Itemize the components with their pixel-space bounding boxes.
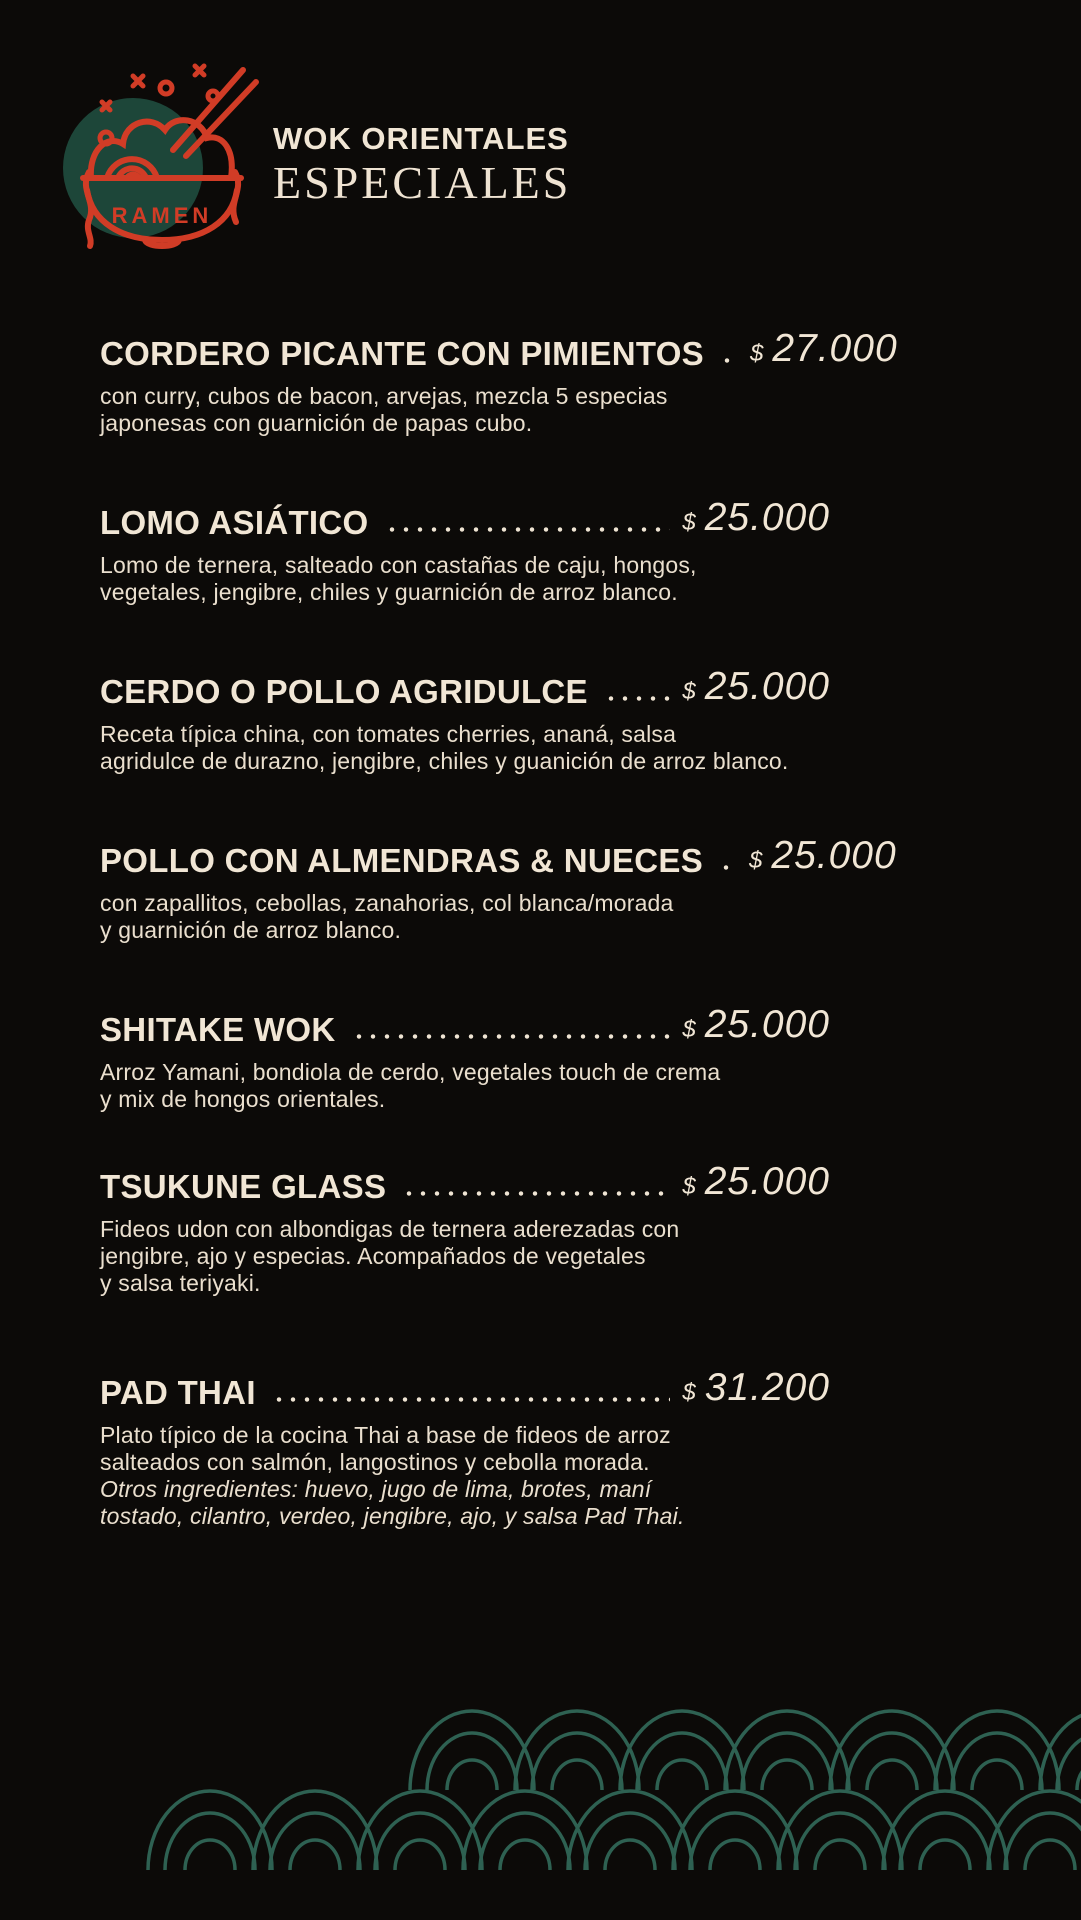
item-name: TSUKUNE GLASS <box>100 1168 387 1205</box>
item-price <box>682 496 830 542</box>
item-description-line: y mix de hongos orientales. <box>100 1086 386 1112</box>
menu-item-lomo <box>100 496 830 606</box>
currency-symbol: $ <box>682 678 696 705</box>
item-price <box>682 665 830 711</box>
menu-item-cerdo <box>100 665 830 775</box>
currency-symbol: $ <box>682 509 696 536</box>
wave-pattern-decoration <box>0 1640 1081 1920</box>
price-amount: 25.000 <box>704 665 830 708</box>
ramen-bowl-logo <box>45 50 275 250</box>
item-title-row <box>100 1366 830 1412</box>
menu-item-cordero <box>100 327 898 437</box>
currency-symbol: $ <box>682 1379 696 1406</box>
page-title: ESPECIALES <box>273 157 572 208</box>
item-description-line: salteados con salmón, langostinos y cebolla morada. <box>100 1449 650 1475</box>
dotted-leader <box>720 358 738 363</box>
currency-symbol: $ <box>749 847 763 874</box>
item-description-line: con curry, cubos de bacon, arvejas, mezcla 5 especias <box>100 383 668 409</box>
item-description-line: vegetales, jengibre, chiles y guarnición de arroz blanco. <box>100 579 678 605</box>
item-description-line: Plato típico de la cocina Thai a base de fideos de arroz <box>100 1422 671 1448</box>
item-description-line: jengibre, ajo y especias. Acompañados de vegetales <box>100 1243 646 1269</box>
section-kicker: WOK ORIENTALES <box>273 121 569 156</box>
item-name: CORDERO PICANTE CON PIMIENTOS <box>100 335 704 372</box>
price-amount: 27.000 <box>772 327 898 370</box>
item-name: SHITAKE WOK <box>100 1011 336 1048</box>
item-price <box>682 1366 830 1412</box>
item-title-row <box>100 834 897 880</box>
item-title-row <box>100 1003 830 1049</box>
item-description-line: Receta típica china, con tomates cherries, ananá, salsa <box>100 721 677 747</box>
dotted-leader <box>402 1191 670 1196</box>
price-amount: 25.000 <box>704 496 830 539</box>
price-amount: 25.000 <box>704 1003 830 1046</box>
item-description-line: y guarnición de arroz blanco. <box>100 917 402 943</box>
item-title-row <box>100 1160 830 1206</box>
item-description-line: agridulce de durazno, jengibre, chiles y guanición de arroz blanco. <box>100 748 789 774</box>
item-name: PAD THAI <box>100 1374 256 1411</box>
dotted-leader <box>604 696 670 701</box>
dotted-leader <box>385 527 671 532</box>
menu-item-pollo-almendras <box>100 834 897 944</box>
item-title-row <box>100 327 898 373</box>
item-description-line: Lomo de ternera, salteado con castañas de caju, hongos, <box>100 552 697 578</box>
item-price <box>749 834 897 880</box>
currency-symbol: $ <box>749 340 764 367</box>
item-title-row <box>100 496 830 542</box>
price-amount: 31.200 <box>704 1366 830 1409</box>
item-title-row <box>100 665 830 711</box>
item-description-line-italic: tostado, cilantro, verdeo, jengibre, ajo, y salsa Pad Thai. <box>100 1503 685 1529</box>
item-description-line-italic: Otros ingredientes: huevo, jugo de lima, brotes, maní <box>100 1476 652 1502</box>
item-description-line: japonesas con guarnición de papas cubo. <box>100 410 533 436</box>
item-description-line: Fideos udon con albondigas de ternera aderezadas con <box>100 1216 680 1242</box>
currency-symbol: $ <box>682 1173 696 1200</box>
item-name: POLLO CON ALMENDRAS & NUECES <box>100 842 704 879</box>
item-description-line: con zapallitos, cebollas, zanahorias, col blanca/morada <box>100 890 674 916</box>
dotted-leader <box>719 865 737 870</box>
item-description-line: Arroz Yamani, bondiola de cerdo, vegetales touch de crema <box>100 1059 721 1085</box>
item-price <box>682 1160 830 1206</box>
item-name: LOMO ASIÁTICO <box>100 504 369 541</box>
item-description-line: y salsa teriyaki. <box>100 1270 261 1296</box>
currency-symbol: $ <box>682 1016 696 1043</box>
dotted-leader <box>272 1397 671 1402</box>
menu-list <box>100 327 898 1592</box>
item-price <box>749 327 898 373</box>
price-amount: 25.000 <box>704 1160 830 1203</box>
item-name: CERDO O POLLO AGRIDULCE <box>100 673 588 710</box>
menu-item-pad-thai <box>100 1366 830 1530</box>
item-price <box>682 1003 830 1049</box>
section-header <box>273 122 571 206</box>
menu-item-shitake <box>100 1003 830 1113</box>
dotted-leader <box>352 1034 671 1039</box>
logo-brand-text: RAMEN <box>111 203 213 228</box>
price-amount: 25.000 <box>771 834 897 877</box>
menu-item-tsukune <box>100 1160 830 1297</box>
